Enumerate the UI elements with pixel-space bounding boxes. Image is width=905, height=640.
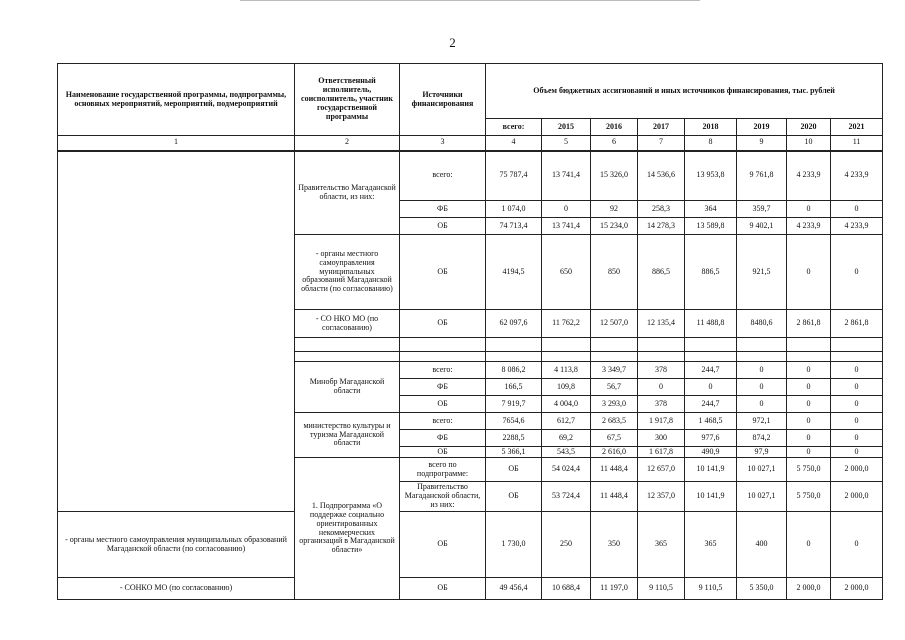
value-cell: 365 (685, 512, 737, 578)
source-cell: всего: (400, 362, 486, 379)
value-cell: 10 688,4 (542, 578, 591, 600)
header-year: 2015 (542, 119, 591, 136)
value-cell: 166,5 (486, 379, 542, 396)
value-cell: 921,5 (737, 235, 787, 310)
header-year: 2016 (591, 119, 638, 136)
value-cell: 4 233,9 (831, 151, 883, 201)
value-cell: 9 110,5 (685, 578, 737, 600)
value-cell: 14 278,3 (638, 218, 685, 235)
col-number: 2 (295, 136, 400, 151)
value-cell: 1 730,0 (486, 512, 542, 578)
value-cell: 874,2 (737, 430, 787, 447)
value-cell: 75 787,4 (486, 151, 542, 201)
value-cell: 13 589,8 (685, 218, 737, 235)
value-cell: 11 197,0 (591, 578, 638, 600)
value-cell: 4 004,0 (542, 396, 591, 413)
value-cell: 5 750,0 (787, 482, 831, 512)
value-cell: 13 953,8 (685, 151, 737, 201)
source-cell: ОБ (400, 235, 486, 310)
value-cell: 3 349,7 (591, 362, 638, 379)
value-cell: 0 (737, 396, 787, 413)
value-cell: 0 (831, 512, 883, 578)
header-year: 2020 (787, 119, 831, 136)
col-number: 4 (486, 136, 542, 151)
table-row (58, 578, 883, 600)
value-cell: 0 (787, 512, 831, 578)
col-number: 5 (542, 136, 591, 151)
value-cell: 54 024,4 (542, 458, 591, 482)
value-cell: 2 000,0 (831, 458, 883, 482)
value-cell: 0 (787, 201, 831, 218)
header-name: Наименование государственной программы, подпрограммы, основных мероприятий, мероприятий, подмероприятий (58, 64, 295, 136)
value-cell: 4 233,9 (787, 151, 831, 201)
source-cell: ОБ (486, 482, 542, 512)
source-cell: ФБ (400, 430, 486, 447)
value-cell: 244,7 (685, 396, 737, 413)
executor-cell: министерство культуры и туризма Магаданской области (295, 413, 400, 458)
value-cell: 0 (831, 413, 883, 430)
value-cell: 0 (831, 430, 883, 447)
value-cell: 972,1 (737, 413, 787, 430)
source-cell: всего: (400, 413, 486, 430)
value-cell: 244,7 (685, 362, 737, 379)
value-cell: 1 468,5 (685, 413, 737, 430)
value-cell: 543,5 (542, 447, 591, 458)
value-cell: 5 366,1 (486, 447, 542, 458)
program-name-cell-empty (58, 151, 295, 512)
value-cell: 15 234,0 (591, 218, 638, 235)
value-cell: 1 617,8 (638, 447, 685, 458)
value-cell: 109,8 (542, 379, 591, 396)
value-cell: 0 (831, 379, 883, 396)
value-cell: 0 (831, 396, 883, 413)
value-cell: 11 762,2 (542, 310, 591, 338)
value-cell: 10 027,1 (737, 458, 787, 482)
value-cell: 92 (591, 201, 638, 218)
value-cell: 0 (831, 362, 883, 379)
value-cell: 378 (638, 362, 685, 379)
header-year: 2021 (831, 119, 883, 136)
value-cell: 5 350,0 (737, 578, 787, 600)
col-number: 7 (638, 136, 685, 151)
value-cell: 378 (638, 396, 685, 413)
value-cell: 3 293,0 (591, 396, 638, 413)
value-cell: 2 683,5 (591, 413, 638, 430)
value-cell: 258,3 (638, 201, 685, 218)
value-cell: 365 (638, 512, 685, 578)
value-cell: 12 507,0 (591, 310, 638, 338)
value-cell: 0 (787, 430, 831, 447)
value-cell: 1 917,8 (638, 413, 685, 430)
col-number: 1 (58, 136, 295, 151)
value-cell: 4 113,8 (542, 362, 591, 379)
value-cell: 56,7 (591, 379, 638, 396)
executor-cell: Правительство Магаданской области, из них: (400, 482, 486, 512)
value-cell: 0 (787, 447, 831, 458)
value-cell: 612,7 (542, 413, 591, 430)
scan-top-edge (240, 0, 700, 1)
source-cell: ФБ (400, 201, 486, 218)
value-cell: 10 027,1 (737, 482, 787, 512)
value-cell: 2 861,8 (831, 310, 883, 338)
header-year: 2019 (737, 119, 787, 136)
value-cell: 0 (787, 379, 831, 396)
header-year: 2017 (638, 119, 685, 136)
value-cell: 62 097,6 (486, 310, 542, 338)
budget-table (57, 63, 883, 600)
header-total: всего: (486, 119, 542, 136)
value-cell: 250 (542, 512, 591, 578)
value-cell: 9 761,8 (737, 151, 787, 201)
source-cell: ОБ (400, 310, 486, 338)
header-year: 2018 (685, 119, 737, 136)
value-cell: 13 741,4 (542, 218, 591, 235)
value-cell: 9 402,1 (737, 218, 787, 235)
column-numbers-row (58, 136, 883, 151)
value-cell: 0 (542, 201, 591, 218)
value-cell: 0 (831, 447, 883, 458)
value-cell: 7 919,7 (486, 396, 542, 413)
source-cell: ОБ (400, 578, 486, 600)
value-cell: 364 (685, 201, 737, 218)
executor-cell: Минобр Магаданской области (295, 362, 400, 413)
table-row (58, 151, 883, 201)
value-cell: 400 (737, 512, 787, 578)
value-cell: 2288,5 (486, 430, 542, 447)
value-cell: 0 (737, 379, 787, 396)
value-cell: 11 448,4 (591, 458, 638, 482)
value-cell: 0 (831, 235, 883, 310)
col-number: 9 (737, 136, 787, 151)
executor-cell: всего по подпрограмме: (400, 458, 486, 482)
value-cell: 13 741,4 (542, 151, 591, 201)
value-cell: 977,6 (685, 430, 737, 447)
value-cell: 0 (638, 379, 685, 396)
page-number: 2 (449, 35, 456, 50)
value-cell: 8 086,2 (486, 362, 542, 379)
value-cell: 8480,6 (737, 310, 787, 338)
value-cell: 4 233,9 (787, 218, 831, 235)
executor-cell: - органы местного самоуправления муниципальных образований Магаданской области (по согласованию) (58, 512, 295, 578)
header-volume: Объем бюджетных ассигнований и иных источников финансирования, тыс. рублей (486, 64, 883, 119)
value-cell: 11 488,8 (685, 310, 737, 338)
value-cell: 300 (638, 430, 685, 447)
value-cell: 9 110,5 (638, 578, 685, 600)
col-number: 3 (400, 136, 486, 151)
value-cell: 4 233,9 (831, 218, 883, 235)
value-cell: 0 (685, 379, 737, 396)
value-cell: 67,5 (591, 430, 638, 447)
value-cell: 7654,6 (486, 413, 542, 430)
value-cell: 359,7 (737, 201, 787, 218)
source-cell: ОБ (486, 458, 542, 482)
value-cell: 74 713,4 (486, 218, 542, 235)
source-cell: всего: (400, 151, 486, 201)
value-cell: 850 (591, 235, 638, 310)
executor-cell: Правительство Магаданской области, из них: (295, 151, 400, 235)
value-cell: 11 448,4 (591, 482, 638, 512)
col-number: 6 (591, 136, 638, 151)
value-cell: 490,9 (685, 447, 737, 458)
value-cell: 0 (787, 413, 831, 430)
value-cell: 350 (591, 512, 638, 578)
executor-cell: - СО НКО МО (по согласованию) (295, 310, 400, 338)
value-cell: 2 000,0 (831, 482, 883, 512)
value-cell: 10 141,9 (685, 458, 737, 482)
source-cell: ОБ (400, 512, 486, 578)
value-cell: 15 326,0 (591, 151, 638, 201)
value-cell: 0 (737, 362, 787, 379)
col-number: 11 (831, 136, 883, 151)
value-cell: 0 (831, 201, 883, 218)
value-cell: 49 456,4 (486, 578, 542, 600)
source-cell: ОБ (400, 396, 486, 413)
value-cell: 4194,5 (486, 235, 542, 310)
value-cell: 12 135,4 (638, 310, 685, 338)
value-cell: 14 536,6 (638, 151, 685, 201)
value-cell: 0 (787, 362, 831, 379)
col-number: 8 (685, 136, 737, 151)
value-cell: 69,2 (542, 430, 591, 447)
executor-cell: - органы местного самоуправления муниципальных образований Магаданской области (по согласованию) (295, 235, 400, 310)
value-cell: 2 861,8 (787, 310, 831, 338)
value-cell: 12 657,0 (638, 458, 685, 482)
value-cell: 2 616,0 (591, 447, 638, 458)
header-source: Источники финансирования (400, 64, 486, 136)
value-cell: 0 (787, 396, 831, 413)
source-cell: ОБ (400, 447, 486, 458)
source-cell: ФБ (400, 379, 486, 396)
value-cell: 2 000,0 (831, 578, 883, 600)
header-executor: Ответственный исполнитель, соисполнитель, участник государственной программы (295, 64, 400, 136)
value-cell: 5 750,0 (787, 458, 831, 482)
value-cell: 886,5 (638, 235, 685, 310)
value-cell: 53 724,4 (542, 482, 591, 512)
source-cell: ОБ (400, 218, 486, 235)
value-cell: 97,9 (737, 447, 787, 458)
value-cell: 2 000,0 (787, 578, 831, 600)
value-cell: 886,5 (685, 235, 737, 310)
table-row (58, 512, 883, 578)
value-cell: 650 (542, 235, 591, 310)
value-cell: 12 357,0 (638, 482, 685, 512)
col-number: 10 (787, 136, 831, 151)
subprogram-name: 1. Подпрограмма «О поддержке социально ориентированных некоммерческих организаций в Магаданской области» (295, 458, 400, 600)
executor-cell: - СОНКО МО (по согласованию) (58, 578, 295, 600)
value-cell: 0 (787, 235, 831, 310)
value-cell: 10 141,9 (685, 482, 737, 512)
value-cell: 1 074,0 (486, 201, 542, 218)
